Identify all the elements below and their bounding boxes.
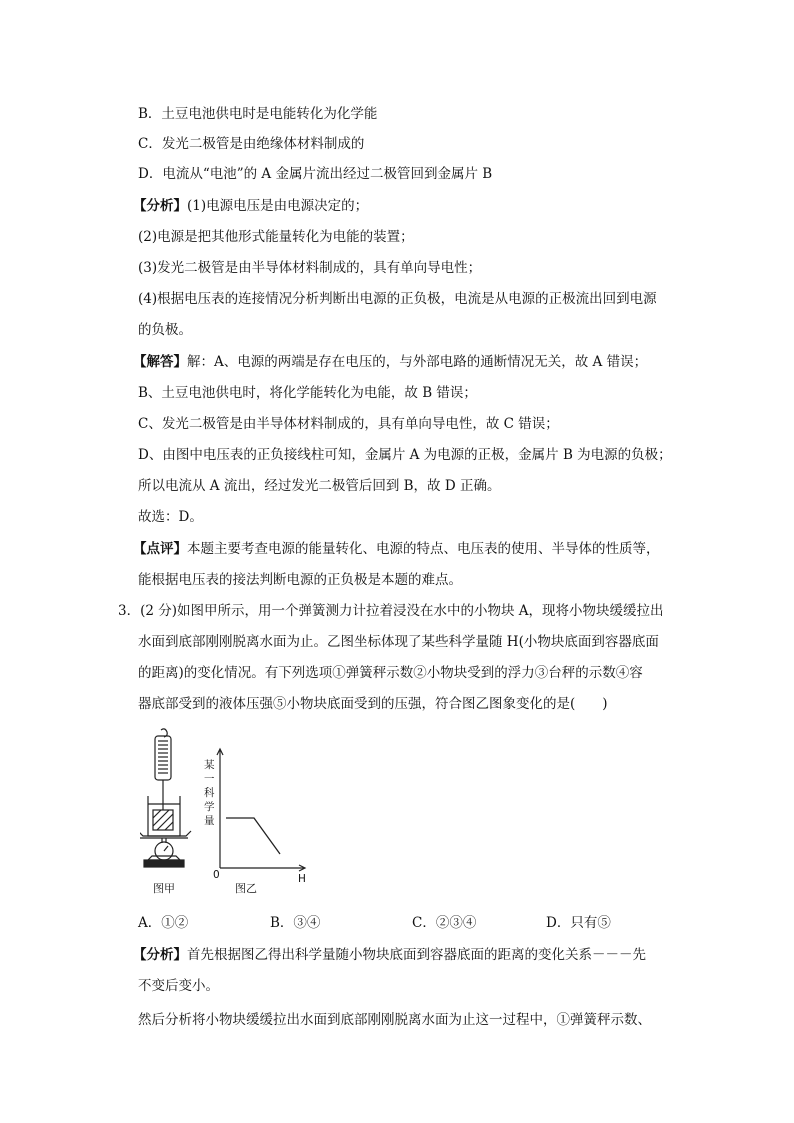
comment-text: 本题主要考查电源的能量转化、电源的特点、电压表的使用、半导体的性质等，	[187, 541, 660, 557]
solution-block-1	[133, 352, 647, 372]
solution-text: 解：A、电源的两端是存在电压的，与外部电路的通断情况无关，故 A 错误；	[187, 354, 648, 370]
solution-answer: 故选：D。	[138, 509, 203, 525]
option-c[interactable]: C．②③④	[412, 915, 477, 931]
comment-tag: 【点评】	[133, 541, 187, 557]
comment-line: 能根据电压表的接法判断电源的正负极是本题的难点。	[138, 572, 462, 588]
analysis-line: (3)发光二极管是由半导体材料制成的，具有单向导电性；	[138, 260, 482, 276]
option-b: B．土豆电池供电时是电能转化为化学能	[138, 106, 378, 122]
question-3-figure	[140, 728, 330, 904]
analysis-line: 然后分析将小物块缓缓拉出水面到底部刚刚脱离水面为止这一过程中，①弹簧秤示数、	[138, 1012, 651, 1028]
analysis-line: 不变后变小。	[138, 978, 219, 994]
question-3-stem-line: 器底部受到的液体压强⑤小物块底面受到的压强，符合图乙图象变化的是( )	[138, 696, 608, 712]
solution-line: C、发光二极管是由半导体材料制成的，具有单向导电性，故 C 错误；	[138, 416, 559, 432]
analysis-tag: 【分析】	[133, 947, 187, 963]
spring-scale-apparatus	[140, 729, 191, 867]
analysis-block-1	[133, 196, 368, 216]
option-d[interactable]: D．只有⑤	[546, 915, 611, 931]
option-b[interactable]: B．③④	[270, 915, 321, 931]
analysis-block-3	[133, 945, 646, 965]
graph-yi	[204, 758, 306, 885]
graph-axes	[217, 749, 305, 871]
x-axis-label: H	[298, 873, 306, 885]
analysis-tag: 【分析】	[133, 198, 187, 214]
analysis-text: (1)电源电压是由电源决定的；	[187, 198, 369, 214]
comment-block-1	[133, 539, 660, 559]
option-a[interactable]: A．①②	[138, 915, 189, 931]
question-3-stem: 3．(2 分)如图甲所示，用一个弹簧测力计拉着浸没在水中的小物块 A，现将小物块缓缓拉出	[118, 603, 664, 619]
analysis-text: 首先根据图乙得出科学量随小物块底面到容器底面的距离的变化关系－－－先	[187, 947, 646, 963]
question-3-stem-line: 水面到底部刚刚脱离水面为止。乙图坐标体现了某些科学量随 H(小物块底面到容器底面	[138, 634, 659, 650]
y-axis-label-char: 科	[204, 787, 215, 799]
y-axis-label-char: 某	[204, 759, 215, 771]
analysis-line: 的负极。	[138, 322, 192, 338]
option-c: C．发光二极管是由绝缘体材料制成的	[138, 136, 365, 152]
y-axis-label-char: 一	[204, 773, 215, 785]
origin-label: 0	[213, 869, 220, 881]
solution-line: B、土豆电池供电时，将化学能转化为电能，故 B 错误；	[138, 385, 477, 401]
analysis-line: (4)根据电压表的连接情况分析判断出电源的正负极，电流是从电源的正极流出回到电源	[138, 291, 657, 307]
figure-jia-label: 图甲	[153, 882, 175, 895]
option-d: D．电流从“电池”的 A 金属片流出经过二极管回到金属片 B	[138, 166, 493, 182]
solution-tag: 【解答】	[133, 354, 187, 370]
figure-drawing	[140, 728, 330, 904]
solution-line: 所以电流从 A 流出，经过发光二极管后回到 B，故 D 正确。	[138, 478, 501, 494]
y-axis-label-char: 学	[204, 801, 215, 813]
figure-yi-label: 图乙	[235, 882, 257, 895]
analysis-line: (2)电源是把其他形式能量转化为电能的装置；	[138, 229, 414, 245]
graph-curve	[226, 818, 280, 854]
y-axis-label-char: 量	[204, 815, 215, 827]
question-3-options	[138, 913, 698, 935]
solution-line: D、由图中电压表的正负接线柱可知，金属片 A 为电源的正极，金属片 B 为电源的负极；	[138, 447, 672, 463]
question-3-stem-line: 的距离)的变化情况。有下列选项①弹簧秤示数②小物块受到的浮力③台秤的示数④容	[138, 665, 643, 681]
